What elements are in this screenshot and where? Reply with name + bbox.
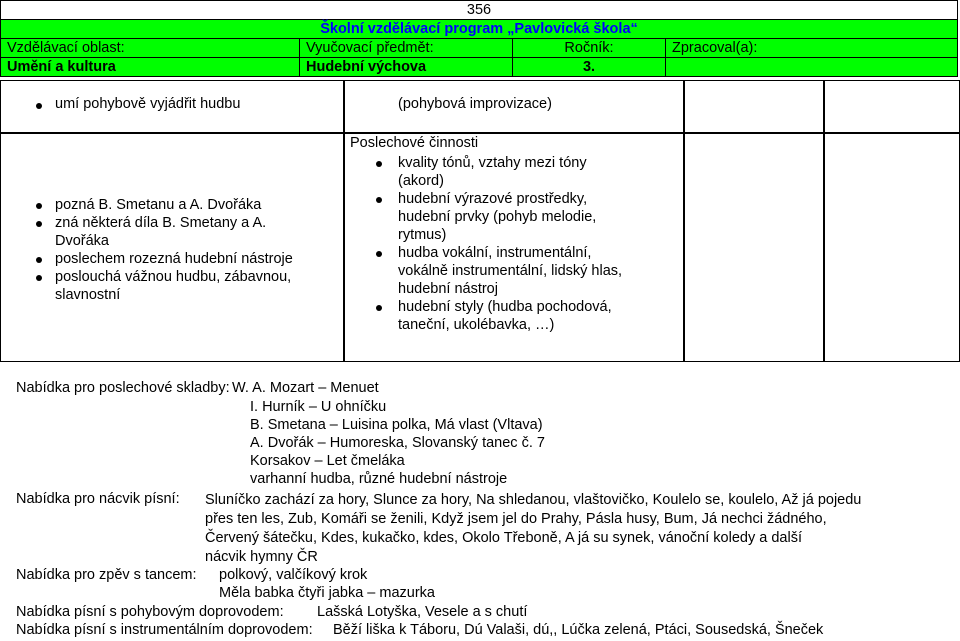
listening-item: Korsakov – Let čmeláka — [250, 453, 405, 469]
bullet-icon — [36, 203, 42, 209]
content-line: hudební prvky (pohyb melodie, — [398, 209, 597, 225]
listening-item: B. Smetana – Luisina polka, Má vlast (Vltava) — [250, 417, 543, 433]
content-line: hudební nástroj — [398, 281, 498, 297]
outcome-item: poslouchá vážnou hudbu, zábavnou, — [55, 269, 292, 285]
content-heading: Poslechové činnosti — [350, 135, 479, 151]
row1-outcome: umí pohybově vyjádřit hudbu — [55, 96, 241, 112]
songs-line: přes ten les, Zub, Komáři se ženili, Když jsem jel do Prahy, Pásla husy, Bum, Já nechci žádného, — [205, 511, 827, 527]
bullet-icon — [36, 257, 42, 263]
content-line: hudební výrazové prostředky, — [398, 191, 588, 207]
listening-label: Nabídka pro poslechové skladby: — [16, 380, 230, 396]
songs-label: Nabídka pro nácvik písní: — [16, 491, 180, 507]
songs-line: Sluníčko zachází za hory, Slunce za hory, Na shledanou, vlaštovičko, Koulelo se, koulelo, Až já pojedu — [205, 492, 862, 508]
grade-label: Ročník: — [513, 39, 666, 58]
bullet-icon — [376, 305, 382, 311]
outcome-item: zná některá díla B. Smetany a A. — [55, 215, 267, 231]
row2-col3-cell — [683, 132, 825, 362]
content-line: (akord) — [398, 173, 444, 189]
content-line: rytmus) — [398, 227, 447, 243]
instrument-label: Nabídka písní s instrumentálním doprovodem: — [16, 622, 313, 638]
row1-col4-cell — [823, 80, 960, 134]
program-title: Školní vzdělávací program „Pavlovická škola“ — [1, 20, 958, 39]
header-table — [0, 0, 958, 77]
songs-list — [205, 491, 861, 567]
content-line: taneční, ukolébavka, …) — [398, 317, 555, 333]
dance-label: Nabídka pro zpěv s tancem: — [16, 567, 197, 583]
page-number: 356 — [1, 1, 958, 20]
content-line: hudební styly (hudba pochodová, — [398, 299, 612, 315]
bullet-icon — [36, 275, 42, 281]
listening-item: A. Dvořák – Humoreska, Slovanský tanec č. 7 — [250, 435, 545, 451]
dance-line1: polkový, valčíkový krok — [219, 567, 368, 583]
author-value — [666, 58, 958, 77]
content-line: hudba vokální, instrumentální, — [398, 245, 592, 261]
listening-item-0: W. A. Mozart – Menuet — [232, 380, 379, 396]
bullet-icon — [376, 197, 382, 203]
bullet-icon — [376, 161, 382, 167]
songs-line: nácvik hymny ČR — [205, 549, 318, 565]
dance-line2: Měla babka čtyři jabka – mazurka — [219, 585, 435, 601]
listening-item: I. Hurník – U ohníčku — [250, 399, 387, 415]
area-value: Umění a kultura — [1, 58, 300, 77]
subject-label: Vyučovací předmět: — [300, 39, 513, 58]
content-line: vokálně instrumentální, lidský hlas, — [398, 263, 623, 279]
bullet-icon — [36, 221, 42, 227]
author-label: Zpracoval(a): — [666, 39, 958, 58]
content-line: kvality tónů, vztahy mezi tóny — [398, 155, 587, 171]
area-label: Vzdělávací oblast: — [1, 39, 300, 58]
listening-item: varhanní hudba, různé hudební nástroje — [250, 471, 508, 487]
songs-line: Červený šátečku, Kdes, kukačko, kdes, Okolo Třeboně, A já su synek, vánoční koledy a další — [205, 530, 802, 546]
movement-value: Lašská Lotyška, Vesele a s chutí — [317, 604, 528, 620]
row2-content-list — [398, 154, 622, 334]
outcome-item: Dvořáka — [55, 233, 109, 249]
outcome-item: pozná B. Smetanu a A. Dvořáka — [55, 197, 262, 213]
subject-value: Hudební výchova — [300, 58, 513, 77]
movement-label: Nabídka písní s pohybovým doprovodem: — [16, 604, 284, 620]
listening-list — [250, 398, 545, 488]
outcome-item: poslechem rozezná hudební nástroje — [55, 251, 293, 267]
row2-col4-cell — [823, 132, 960, 362]
bullet-icon — [376, 251, 382, 257]
instrument-value: Běží liška k Táboru, Dú Valaši, dú,, Lúčka zelená, Ptáci, Sousedská, Šneček — [333, 622, 824, 638]
row2-outcome-list — [55, 196, 293, 304]
row1-col3-cell — [683, 80, 825, 134]
bullet-icon — [36, 103, 42, 109]
outcome-item: slavnostní — [55, 287, 121, 303]
row1-content: (pohybová improvizace) — [398, 96, 552, 112]
grade-value: 3. — [513, 58, 666, 77]
